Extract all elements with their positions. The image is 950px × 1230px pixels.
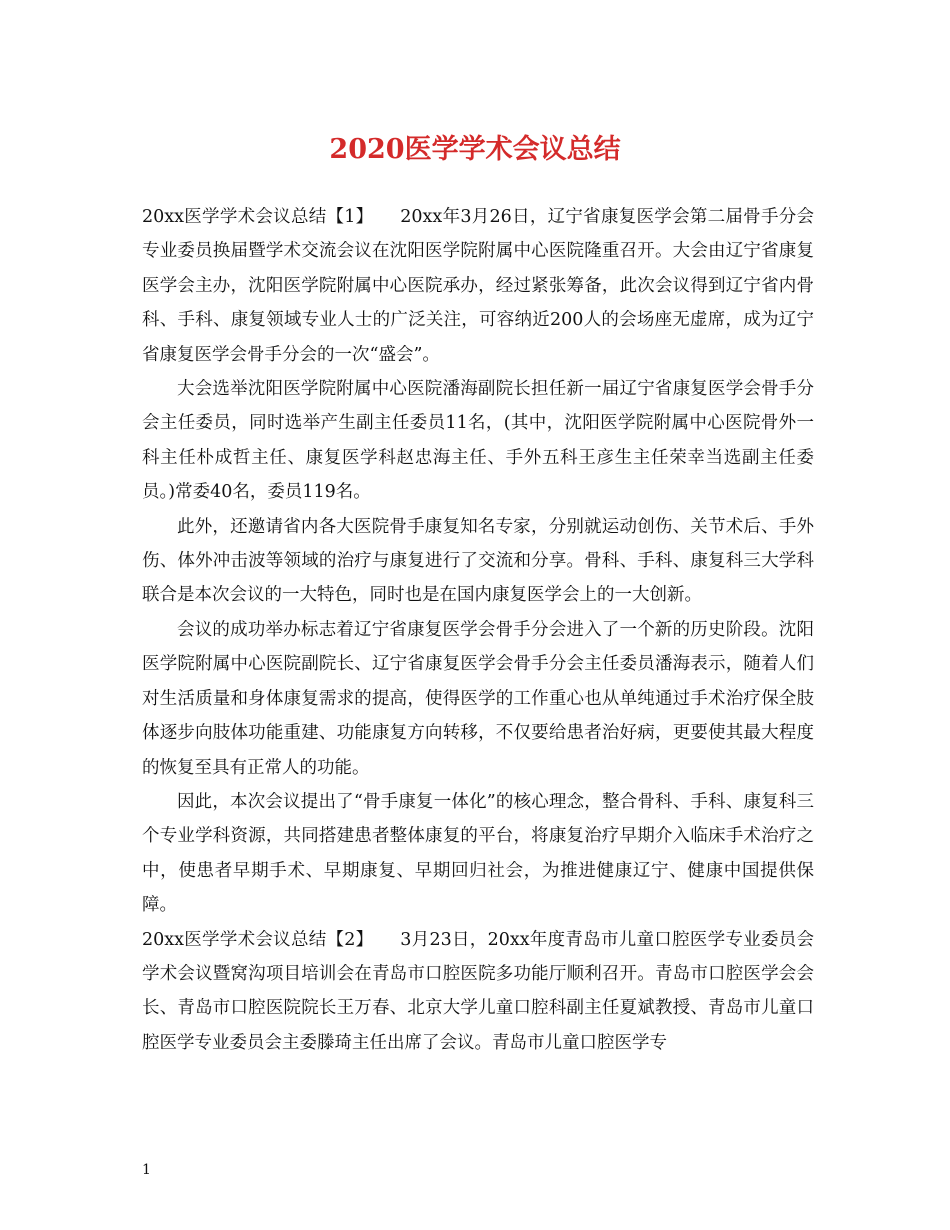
paragraph-6-text: 3月23日，20xx年度青岛市儿童口腔医学专业委员会学术会议暨窝沟项目培训会在青岛市口腔医院多功能厅顺利召开。青岛市口腔医学会会长、青岛市口腔医院院长王万春、北京大学儿童口腔科副主任夏斌教授、青岛市儿童口腔医学专业委员会主委滕琦主任出席了会议。青岛市儿童口腔医学专 (142, 929, 815, 1053)
paragraph-6 (142, 923, 814, 1061)
document-body (142, 200, 814, 1060)
section-heading-1: 20xx医学学术会议总结【1】 (142, 207, 365, 227)
paragraph-4: 会议的成功举办标志着辽宁省康复医学会骨手分会进入了一个新的历史阶段。沈阳医学院附属中心医院副院长、辽宁省康复医学会骨手分会主任委员潘海表示，随着人们对生活质量和身体康复需求的提高，使得医学的工作重心也从单纯通过手术治疗保全肢体逐步向肢体功能重建、功能康复方向转移，不仅要给患者治好病，更要使其最大程度的恢复至具有正常人的功能。 (142, 619, 814, 778)
section-heading-2: 20xx医学学术会议总结【2】 (142, 929, 365, 950)
page-number: 1 (142, 1162, 151, 1178)
section-gap (365, 930, 401, 950)
paragraph-3: 此外，还邀请省内各大医院骨手康复知名专家，分别就运动创伤、关节术后、手外伤、体外冲击波等领域的治疗与康复进行了交流和分享。骨科、手科、康复科三大学科联合是本次会议的一大特色，同时也是在国内康复医学会上的一大创新。 (142, 516, 814, 606)
paragraph-2: 大会选举沈阳医学院附属中心医院潘海副院长担任新一届辽宁省康复医学会骨手分会主任委员，同时选举产生副主任委员11名，(其中，沈阳医学院附属中心医院骨外一科主任朴成哲主任、康复医学科赵忠海主任、手外五科王彦生主任荣幸当选副主任委员。)常委40名，委员119名。 (142, 379, 814, 503)
paragraph-5: 因此，本次会议提出了“骨手康复一体化”的核心理念，整合骨科、手科、康复科三个专业学科资源，共同搭建患者整体康复的平台，将康复治疗早期介入临床手术治疗之中，使患者早期手术、早期康复、早期回归社会，为推进健康辽宁、健康中国提供保障。 (142, 791, 814, 916)
document-title: 2020医学学术会议总结 (329, 134, 621, 165)
section-gap (365, 207, 401, 227)
paragraph-1-text: 20xx年3月26日，辽宁省康复医学会第二届骨手分会专业委员换届暨学术交流会议在沈阳医学院附属中心医院隆重召开。大会由辽宁省康复医学会主办，沈阳医学院附属中心医院承办，经过紧张筹备，此次会议得到辽宁省内骨科、手科、康复领域专业人士的广泛关注，可容纳近200人的会场座无虚席，成为辽宁省康复医学会骨手分会的一次“盛会”。 (142, 207, 815, 365)
paragraph-1 (142, 200, 814, 372)
